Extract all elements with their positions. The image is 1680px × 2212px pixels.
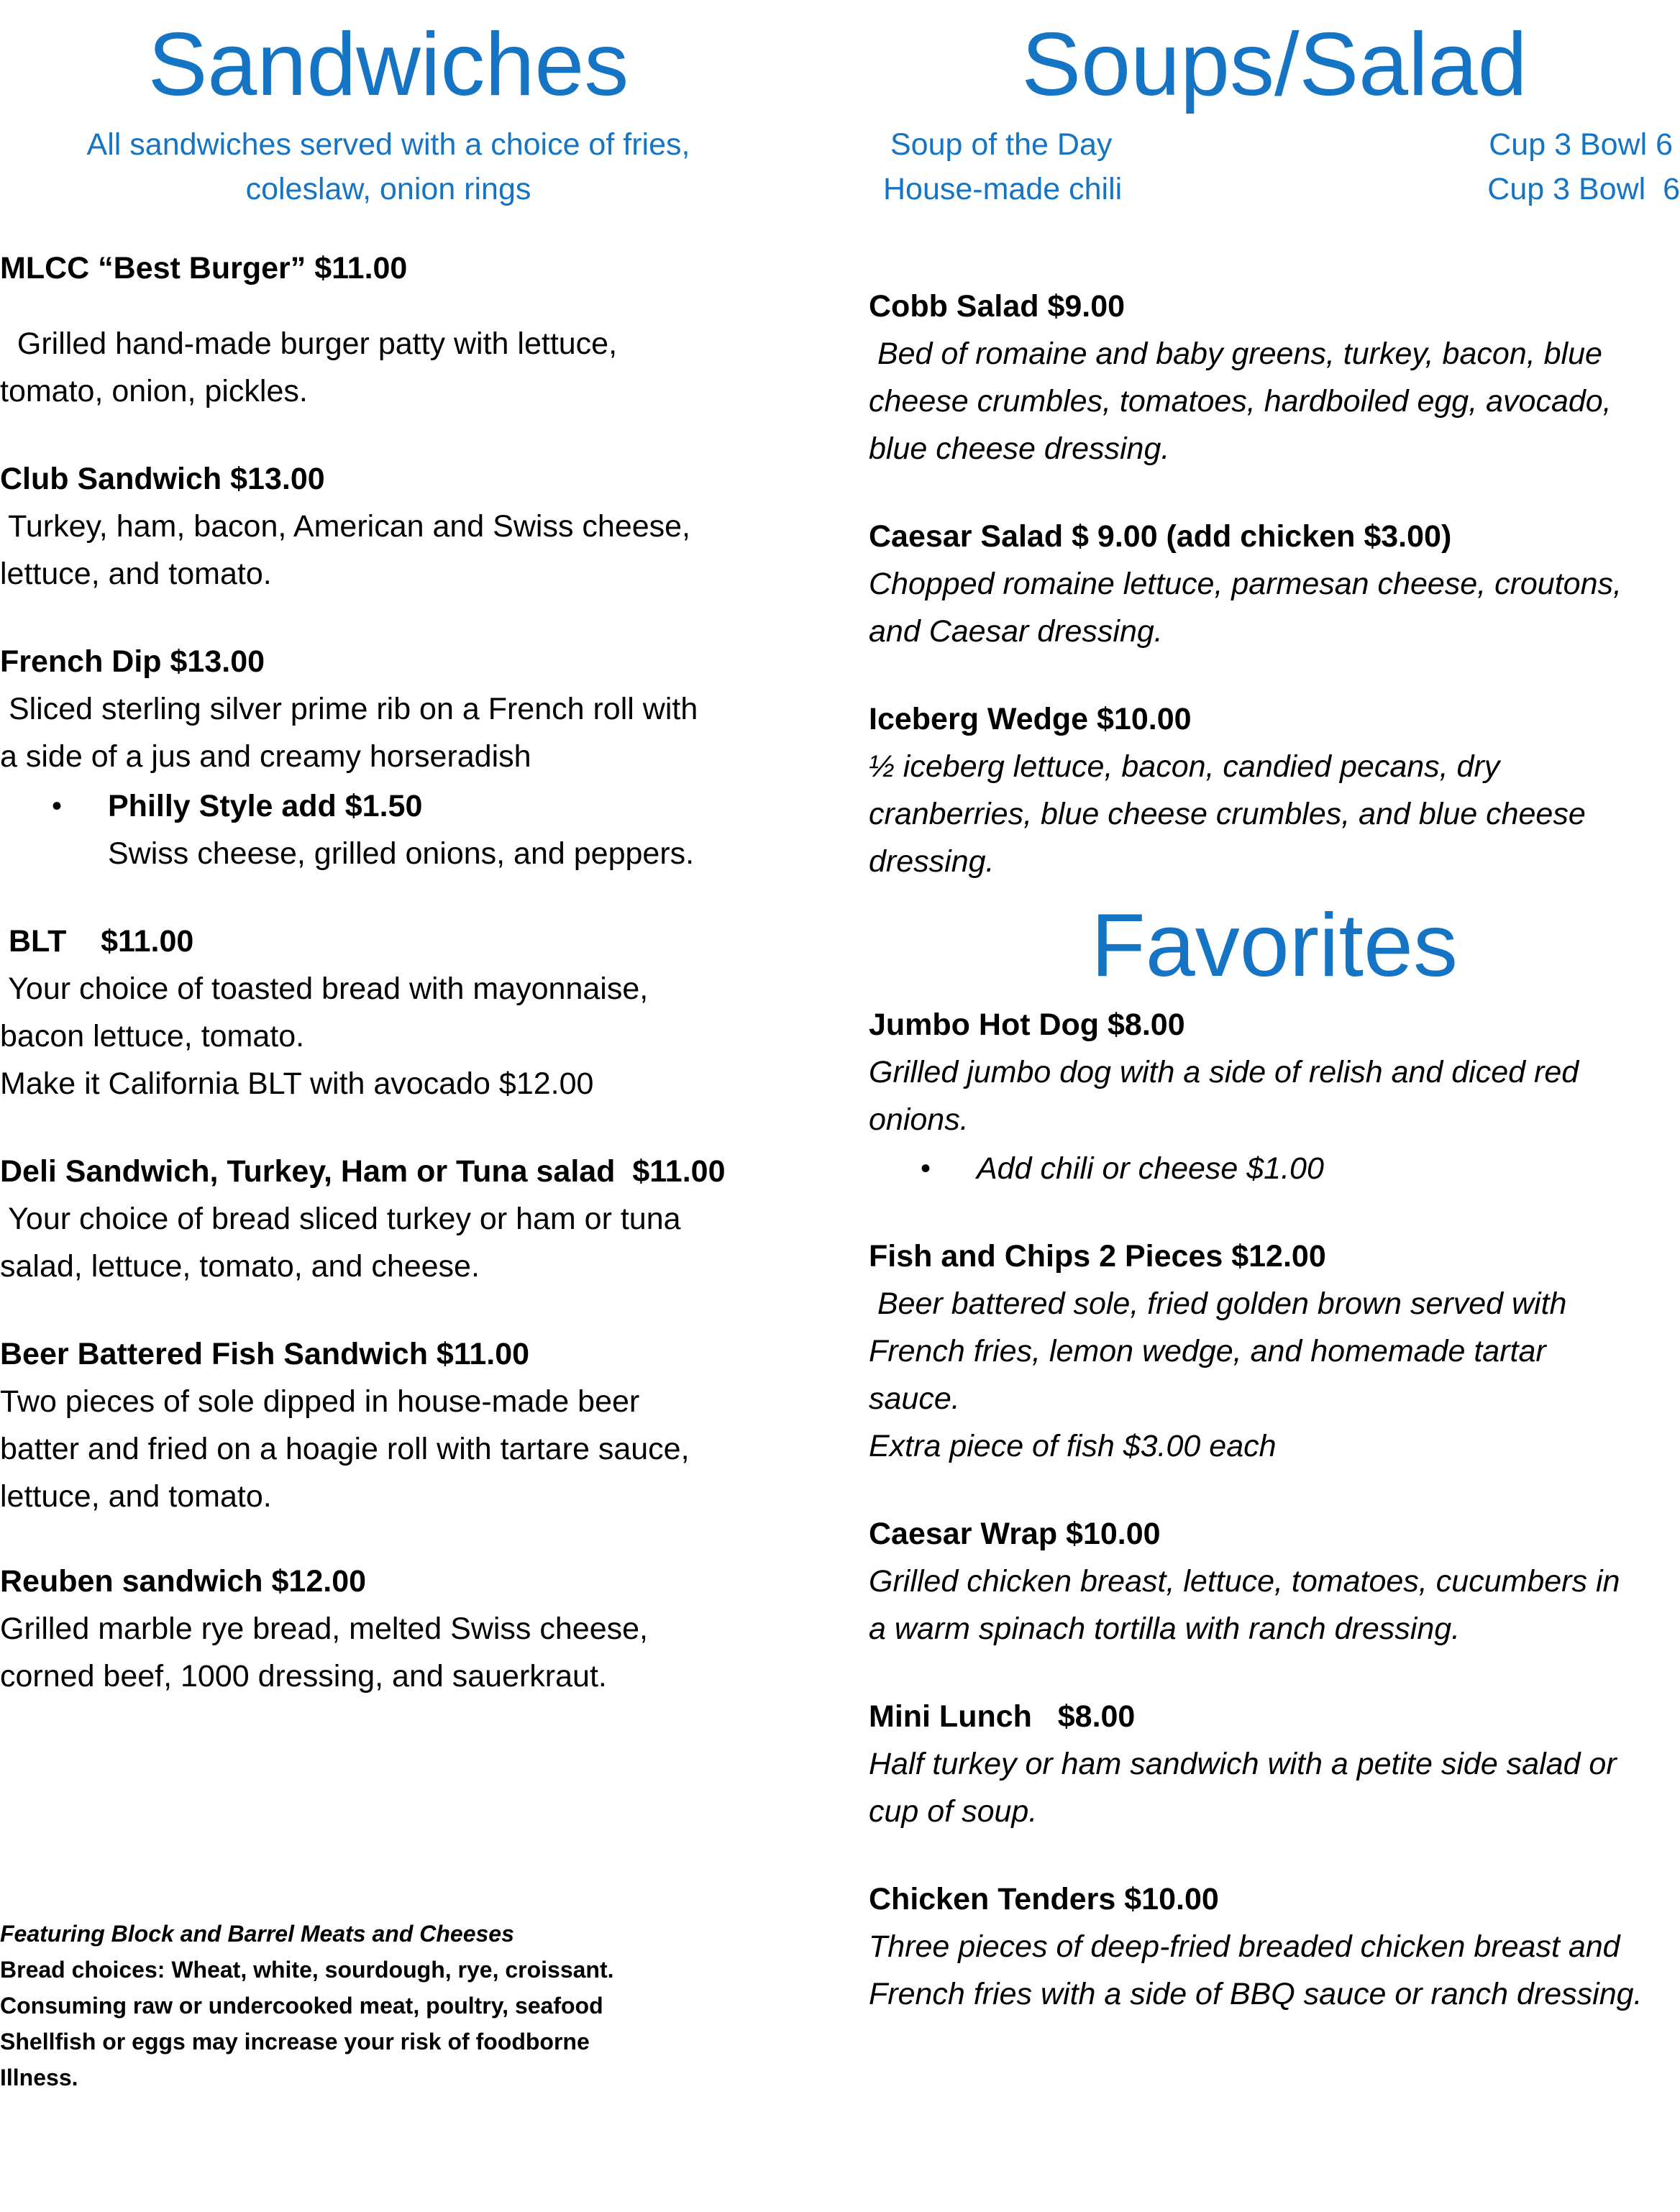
caesar-salad-name: Caesar Salad $ 9.00 (add chicken $3.00) [869, 519, 1452, 554]
deli-desc-line1: Your choice of bread sliced turkey or ham or tuna [0, 1202, 681, 1236]
soup-of-the-day-label: Soup of the Day [890, 127, 1113, 162]
bullet-icon: • [52, 790, 63, 822]
cobb-salad-desc-line2: cheese crumbles, tomatoes, hardboiled egg, avocado, [869, 384, 1612, 419]
mini-lunch-name: Mini Lunch $8.00 [869, 1699, 1136, 1734]
fish-and-chips-name: Fish and Chips 2 Pieces $12.00 [869, 1239, 1326, 1274]
blt-desc-line3: Make it California BLT with avocado $12.00 [0, 1066, 594, 1101]
caesar-salad-desc-line2: and Caesar dressing. [869, 614, 1163, 649]
mini-lunch-desc-line2: cup of soup. [869, 1794, 1038, 1829]
caesar-wrap-name: Caesar Wrap $10.00 [869, 1517, 1161, 1551]
hot-dog-desc-line1: Grilled jumbo dog with a side of relish and diced red [869, 1055, 1579, 1089]
bullet-icon: • [921, 1153, 931, 1184]
club-desc-line2: lettuce, and tomato. [0, 557, 272, 591]
cobb-salad-name: Cobb Salad $9.00 [869, 289, 1126, 324]
bread-choices-note: Bread choices: Wheat, white, sourdough, rye, croissant. [0, 1957, 614, 1983]
iceberg-wedge-desc-line1: ½ iceberg lettuce, bacon, candied pecans, dry [869, 749, 1500, 784]
consumer-advisory-line2: Shellfish or eggs may increase your risk of foodborne [0, 2029, 590, 2055]
blt-name: BLT $11.00 [0, 924, 194, 959]
french-dip-name: French Dip $13.00 [0, 644, 265, 679]
fish-and-chips-desc-line4: Extra piece of fish $3.00 each [869, 1429, 1277, 1463]
cobb-salad-desc-line1: Bed of romaine and baby greens, turkey, bacon, blue [869, 337, 1602, 371]
fish-sandwich-desc-line3: lettuce, and tomato. [0, 1479, 272, 1514]
french-dip-desc-line1: Sliced sterling silver prime rib on a French roll with [0, 692, 698, 726]
chicken-tenders-desc-line2: French fries with a side of BBQ sauce or ranch dressing. [869, 1977, 1643, 2011]
caesar-wrap-desc-line2: a warm spinach tortilla with ranch dressing. [869, 1612, 1461, 1646]
fish-sandwich-desc-line1: Two pieces of sole dipped in house-made beer [0, 1384, 640, 1419]
favorites-title: Favorites [1091, 896, 1458, 995]
reuben-desc-line1: Grilled marble rye bread, melted Swiss cheese, [0, 1612, 648, 1646]
fish-sandwich-name: Beer Battered Fish Sandwich $11.00 [0, 1337, 530, 1371]
hot-dog-desc-line2: onions. [869, 1102, 969, 1137]
burger-desc-line1: Grilled hand-made burger patty with lettuce, [0, 326, 618, 361]
fish-and-chips-desc-line3: sauce. [869, 1381, 960, 1416]
fish-and-chips-desc-line2: French fries, lemon wedge, and homemade tartar [869, 1334, 1546, 1368]
reuben-desc-line2: corned beef, 1000 dressing, and sauerkraut. [0, 1659, 607, 1694]
soups-salad-title: Soups/Salad [1021, 15, 1528, 114]
soup-of-the-day-price: Cup 3 Bowl 6 [1489, 127, 1673, 162]
chicken-tenders-desc-line1: Three pieces of deep-fried breaded chicken breast and [869, 1929, 1620, 1964]
chili-price: Cup 3 Bowl 6 [1487, 172, 1680, 206]
burger-name: MLCC “Best Burger” $11.00 [0, 251, 408, 285]
reuben-name: Reuben sandwich $12.00 [0, 1564, 367, 1599]
consumer-advisory-line1: Consuming raw or undercooked meat, poultry, seafood [0, 1993, 603, 2019]
caesar-salad-desc-line1: Chopped romaine lettuce, parmesan cheese, croutons, [869, 567, 1622, 601]
featuring-note: Featuring Block and Barrel Meats and Cheeses [0, 1921, 514, 1947]
chicken-tenders-name: Chicken Tenders $10.00 [869, 1882, 1219, 1916]
french-dip-desc-line2: a side of a jus and creamy horseradish [0, 739, 531, 774]
caesar-wrap-desc-line1: Grilled chicken breast, lettuce, tomatoes, cucumbers in [869, 1564, 1620, 1599]
deli-name: Deli Sandwich, Turkey, Ham or Tuna salad $11.00 [0, 1154, 726, 1189]
blt-desc-line1: Your choice of toasted bread with mayonnaise, [0, 972, 649, 1006]
sandwiches-subtitle-line1: All sandwiches served with a choice of fries, [86, 127, 690, 162]
chili-label: House-made chili [883, 172, 1123, 206]
iceberg-wedge-desc-line3: dressing. [869, 844, 995, 879]
burger-desc-line2: tomato, onion, pickles. [0, 374, 308, 408]
hot-dog-addon: Add chili or cheese $1.00 [977, 1151, 1324, 1186]
philly-style-name: Philly Style add $1.50 [108, 789, 423, 823]
mini-lunch-desc-line1: Half turkey or ham sandwich with a petite side salad or [869, 1747, 1617, 1781]
club-name: Club Sandwich $13.00 [0, 462, 325, 496]
sandwiches-subtitle-line2: coleslaw, onion rings [245, 172, 531, 206]
blt-desc-line2: bacon lettuce, tomato. [0, 1019, 305, 1054]
hot-dog-name: Jumbo Hot Dog $8.00 [869, 1007, 1185, 1042]
iceberg-wedge-name: Iceberg Wedge $10.00 [869, 702, 1192, 736]
consumer-advisory-line3: Illness. [0, 2065, 78, 2090]
iceberg-wedge-desc-line2: cranberries, blue cheese crumbles, and blue cheese [869, 797, 1586, 831]
cobb-salad-desc-line3: blue cheese dressing. [869, 431, 1170, 466]
sandwiches-title: Sandwiches [147, 15, 629, 114]
deli-desc-line2: salad, lettuce, tomato, and cheese. [0, 1249, 480, 1284]
fish-sandwich-desc-line2: batter and fried on a hoagie roll with tartare sauce, [0, 1432, 690, 1466]
club-desc-line1: Turkey, ham, bacon, American and Swiss cheese, [0, 509, 691, 544]
philly-style-desc: Swiss cheese, grilled onions, and peppers. [108, 836, 695, 871]
fish-and-chips-desc-line1: Beer battered sole, fried golden brown served with [869, 1286, 1567, 1321]
